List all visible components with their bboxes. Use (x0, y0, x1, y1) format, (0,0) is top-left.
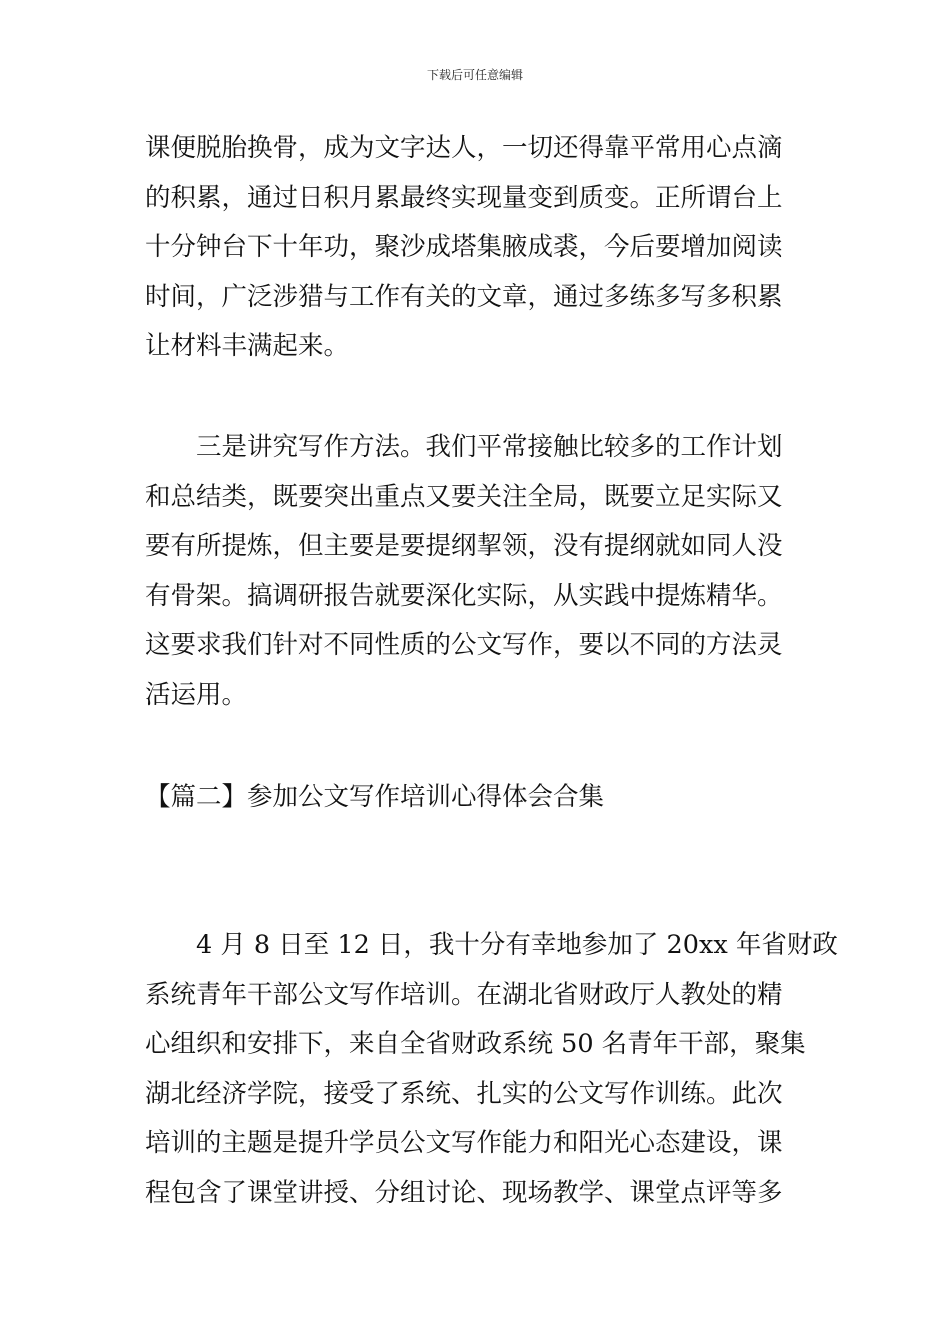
paragraph-line: 和总结类，既要突出重点又要关注全局，既要立足实际又 (145, 481, 783, 512)
paragraph-line: 心组织和安排下，来自全省财政系统 50 名青年干部，聚集 (145, 1029, 806, 1060)
paragraph-line: 程包含了课堂讲授、分组讨论、现场教学、课堂点评等多 (145, 1177, 783, 1208)
paragraph-line: 让材料丰满起来。 (145, 331, 350, 362)
paragraph-line: 培训的主题是提升学员公文写作能力和阳光心态建设，课 (145, 1128, 783, 1159)
paragraph-2 (145, 423, 810, 721)
paragraph-line: 湖北经济学院，接受了系统、扎实的公文写作训练。此次 (145, 1078, 783, 1109)
section-paragraph (145, 921, 838, 1219)
paragraph-line: 时间，广泛涉猎与工作有关的文章，通过多练多写多积累 (145, 281, 783, 312)
section-heading (145, 773, 810, 823)
paragraph-line: 有骨架。搞调研报告就要深化实际，从实践中提炼精华。 (145, 580, 783, 611)
section-heading-text: 【篇二】参加公文写作培训心得体会合集 (145, 782, 605, 812)
paragraph-line: 活运用。 (145, 679, 248, 710)
paragraph-line: 的积累，通过日积月累最终实现量变到质变。正所谓台上 (145, 182, 783, 213)
page-header-note: 下载后可任意编辑 (426, 68, 523, 82)
paragraph-line: 要有所提炼，但主要是要提纲挈领，没有提纲就如同人没 (145, 531, 783, 562)
paragraph-line: 课便脱胎换骨，成为文字达人，一切还得靠平常用心点滴 (145, 133, 783, 163)
paragraph-line: 十分钟台下十年功，聚沙成塔集腋成裘，今后要增加阅读 (145, 232, 783, 263)
paragraph-line: 这要求我们针对不同性质的公文写作，要以不同的方法灵 (145, 630, 783, 661)
paragraph-1 (145, 124, 810, 372)
paragraph-line: 三是讲究写作方法。我们平常接触比较多的工作计划 (145, 432, 783, 462)
paragraph-line: 4 月 8 日至 12 日，我十分有幸地参加了 20xx 年省财政 (145, 930, 838, 960)
paragraph-line: 系统青年干部公文写作培训。在湖北省财政厅人教处的精 (145, 979, 783, 1010)
